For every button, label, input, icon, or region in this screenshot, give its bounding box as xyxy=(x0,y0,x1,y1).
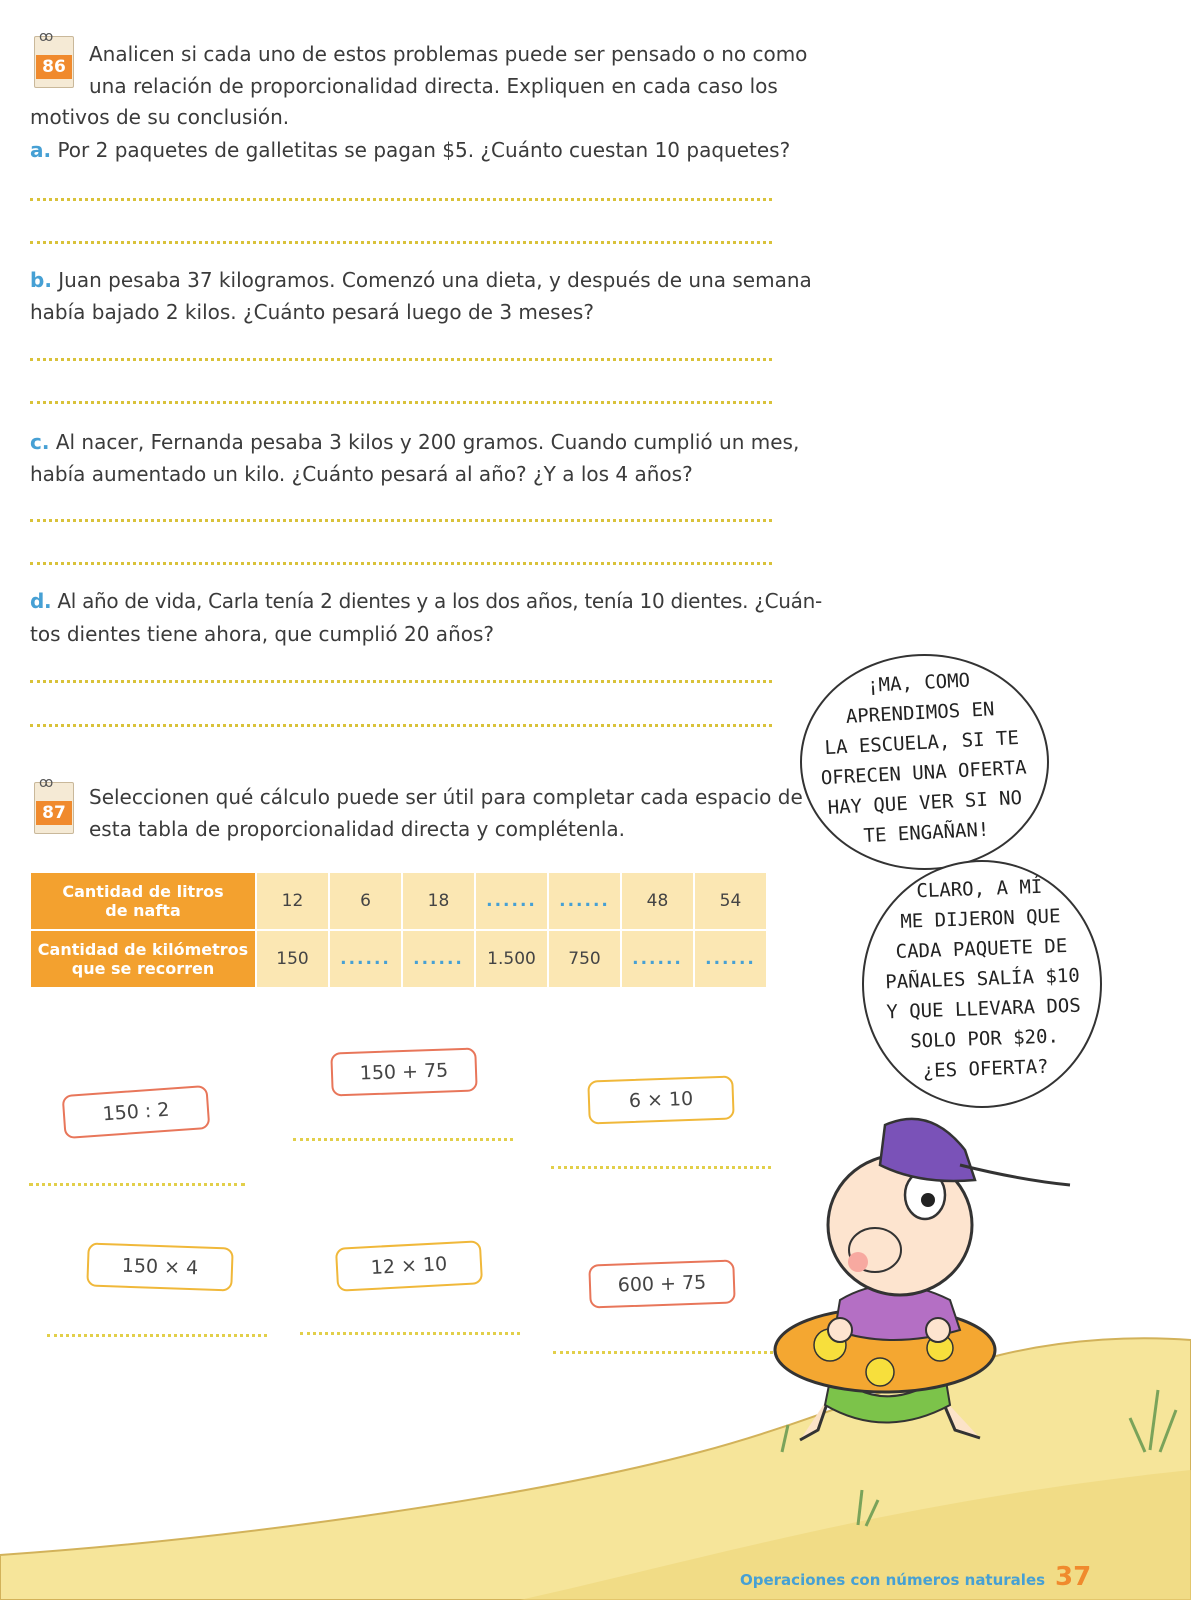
table-cell: 54 xyxy=(695,873,766,929)
table-cell: 12 xyxy=(257,873,328,929)
binder-rings-icon: ꝏ xyxy=(39,29,54,45)
bubble-line: TE ENGAÑAN! xyxy=(863,818,990,848)
table-blank-cell[interactable]: ...... xyxy=(549,873,620,929)
item-text: Juan pesaba 37 kilogramos. Comenzó una dieta, y después de una semana xyxy=(58,268,812,292)
item-letter: c. xyxy=(30,430,50,454)
bubble-line: OFRECEN UNA OFERTA xyxy=(820,756,1028,790)
table-cell: 150 xyxy=(257,931,328,987)
operation-box[interactable]: 600 + 75 xyxy=(588,1259,735,1308)
bubble-line: ¿ES OFERTA? xyxy=(922,1055,1049,1083)
item-letter: a. xyxy=(30,138,52,162)
table-blank-cell[interactable]: ...... xyxy=(476,873,547,929)
problem-87-intro-line2: esta tabla de proporcionalidad directa y complétenla. xyxy=(89,817,626,841)
problem-86-intro-line2: una relación de proporcionalidad directa. Expliquen en cada caso los xyxy=(89,74,778,98)
item-letter: d. xyxy=(30,589,52,613)
table-blank-cell[interactable]: ...... xyxy=(330,931,401,987)
table-cell: 1.500 xyxy=(476,931,547,987)
bubble-line: LA ESCUELA, SI TE xyxy=(824,726,1020,760)
bubble-line: PAÑALES SALÍA $10 xyxy=(884,964,1081,994)
operation-box[interactable]: 150 : 2 xyxy=(62,1085,211,1139)
speech-bubble-1-text xyxy=(815,663,1029,853)
item-d-line2: tos dientes tiene ahora, que cumplió 20 años? xyxy=(30,622,495,646)
table-blank-cell[interactable]: ...... xyxy=(695,931,766,987)
table-cell: 18 xyxy=(403,873,474,929)
item-c-line2: había aumentado un kilo. ¿Cuánto pesará al año? ¿Y a los 4 años? xyxy=(30,462,693,486)
table-blank-cell[interactable]: ...... xyxy=(403,931,474,987)
operation-box[interactable]: 150 × 4 xyxy=(86,1242,233,1291)
row-header-line: que se recorren xyxy=(71,959,215,978)
bubble-line: HAY QUE VER SI NO xyxy=(827,786,1023,820)
table-cell: 48 xyxy=(622,873,693,929)
footer-section-title: Operaciones con números naturales xyxy=(740,1571,1046,1589)
operation-box[interactable]: 12 × 10 xyxy=(335,1240,483,1292)
bubble-line: CADA PAQUETE DE xyxy=(895,935,1068,964)
operation-box[interactable]: 150 + 75 xyxy=(330,1047,477,1096)
problem-number: 86 xyxy=(36,55,72,79)
item-letter: b. xyxy=(30,268,52,292)
speech-bubble-2-text xyxy=(876,870,1088,1087)
page-number: 37 xyxy=(1055,1562,1092,1592)
bubble-line: APRENDIMOS EN xyxy=(845,698,995,728)
item-text: Al año de vida, Carla tenía 2 dientes y a los dos años, tenía 10 dientes. ¿Cuán- xyxy=(57,589,822,613)
bubble-line: ME DIJERON QUE xyxy=(899,905,1061,933)
table-cell: 6 xyxy=(330,873,401,929)
bubble-line: Y QUE LLEVARA DOS xyxy=(885,994,1082,1024)
item-text: Al nacer, Fernanda pesaba 3 kilos y 200 gramos. Cuando cumplió un mes, xyxy=(55,430,800,454)
binder-rings-icon: ꝏ xyxy=(39,775,54,791)
row-header-line: Cantidad de kilómetros xyxy=(37,940,249,959)
item-text: Por 2 paquetes de galletitas se pagan $5. ¿Cuánto cuestan 10 paquetes? xyxy=(57,138,791,162)
item-b-line2: había bajado 2 kilos. ¿Cuánto pesará luego de 3 meses? xyxy=(30,300,594,324)
problem-86-intro-line1: Analicen si cada uno de estos problemas puede ser pensado o no como xyxy=(89,42,808,66)
problem-86-intro-line3: motivos de su conclusión. xyxy=(30,105,290,129)
bubble-line: SOLO POR $20. xyxy=(909,1025,1060,1053)
problem-number: 87 xyxy=(36,801,72,825)
operation-box[interactable]: 6 × 10 xyxy=(587,1075,734,1124)
table-blank-cell[interactable]: ...... xyxy=(622,931,693,987)
table-cell: 750 xyxy=(549,931,620,987)
bubble-line: ¡MA, COMO xyxy=(866,669,971,697)
bubble-line: CLARO, A MÍ xyxy=(916,875,1043,903)
row-header-line: de nafta xyxy=(105,901,181,920)
row-header-line: Cantidad de litros xyxy=(62,882,224,901)
problem-87-intro-line1: Seleccionen qué cálculo puede ser útil para completar cada espacio de xyxy=(89,785,803,809)
